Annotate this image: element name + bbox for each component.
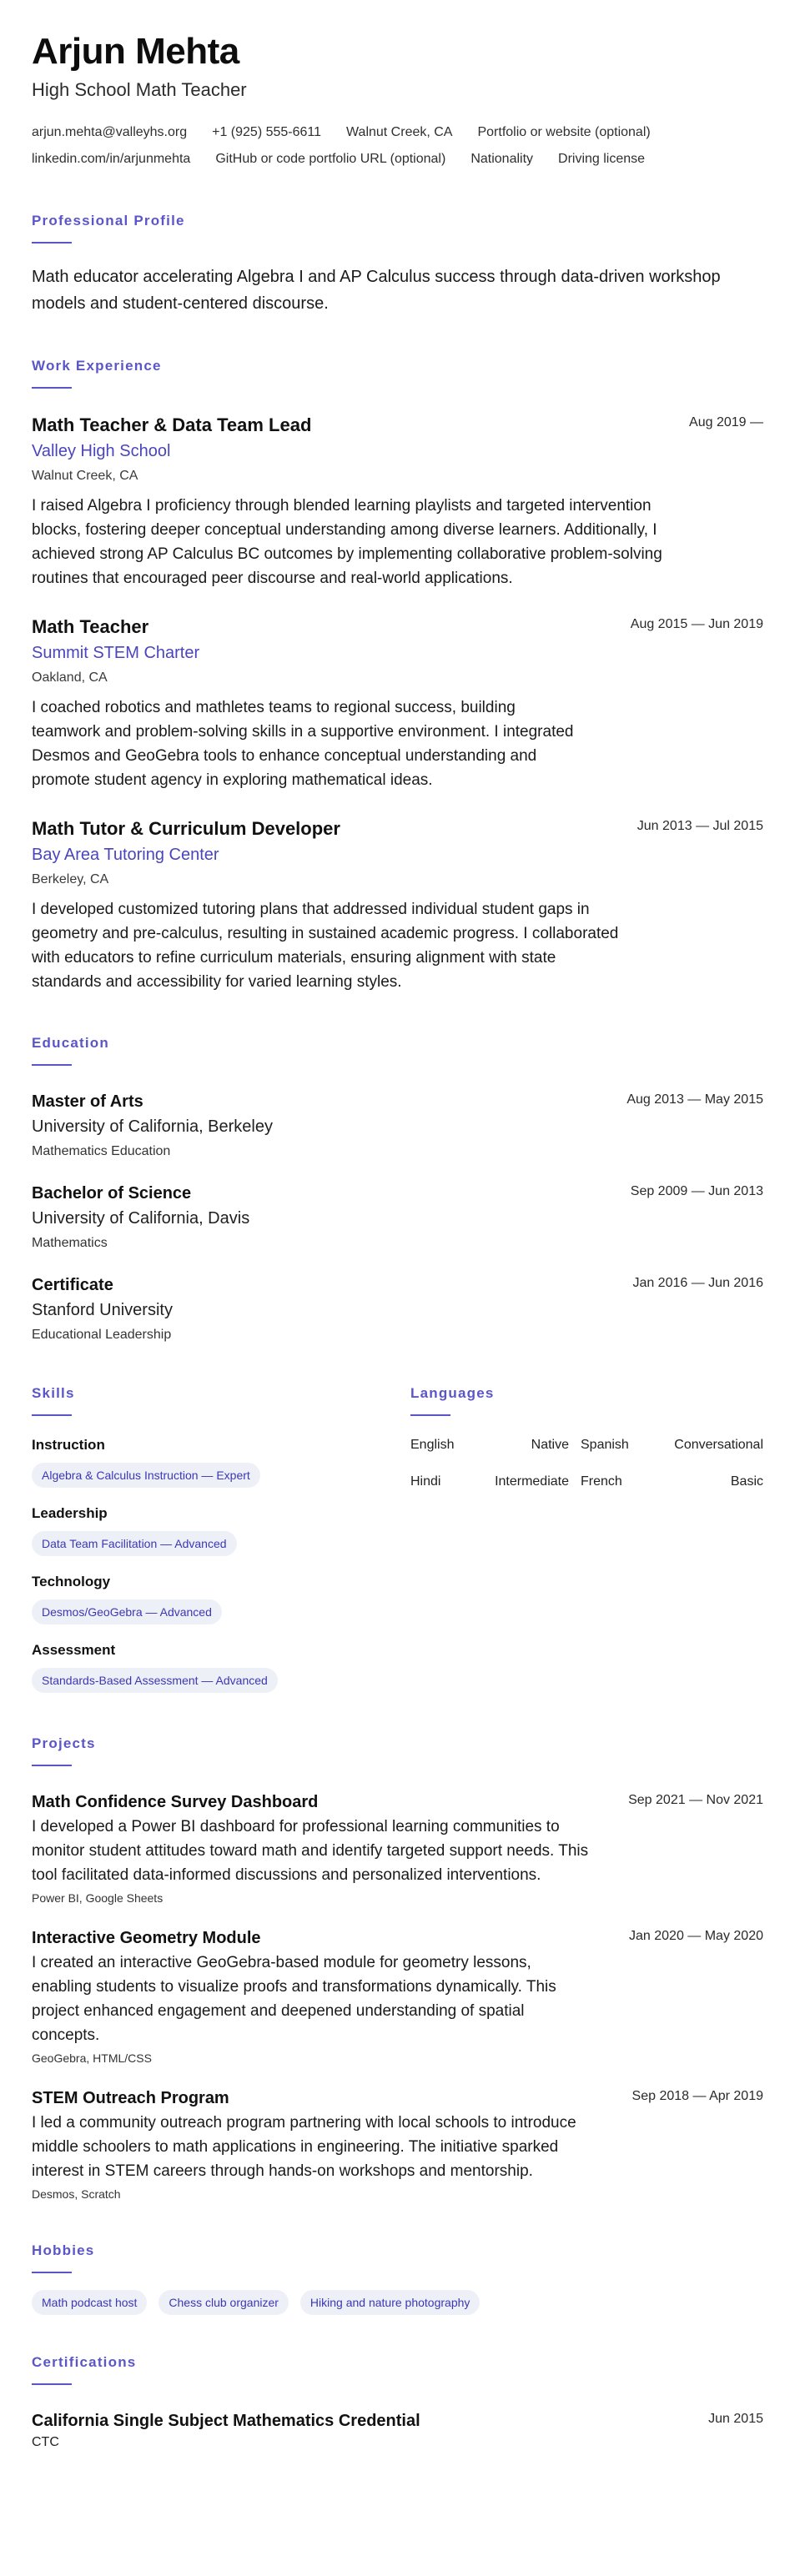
project-title: Interactive Geometry Module [32, 1929, 261, 1947]
certifications-section [32, 2353, 763, 2452]
project-tech: GeoGebra, HTML/CSS [32, 2051, 152, 2065]
contact-nationality: Nationality [470, 152, 534, 166]
contact-github[interactable]: GitHub or code portfolio URL (optional) [215, 152, 446, 166]
job-dates: Jun 2013 — Jul 2015 [637, 819, 763, 833]
job-dates: Aug 2019 — [689, 415, 763, 429]
profile-section [32, 212, 763, 317]
education-school: University of California, Berkeley [32, 1117, 273, 1136]
project-entry [32, 1791, 763, 1906]
education-dates: Sep 2009 — Jun 2013 [630, 1184, 763, 1198]
project-title: Math Confidence Survey Dashboard [32, 1793, 319, 1811]
skill-pill: Standards-Based Assessment — Advanced [32, 1668, 278, 1693]
education-dates: Aug 2013 — May 2015 [626, 1092, 763, 1107]
skill-group [32, 1436, 410, 1488]
job-entry [32, 615, 763, 792]
section-divider [410, 1414, 450, 1416]
job-company: Valley High School [32, 442, 171, 460]
section-title-languages: Languages [410, 1385, 495, 1401]
skill-category: Leadership [32, 1505, 108, 1521]
job-company: Bay Area Tutoring Center [32, 846, 219, 864]
job-description: I raised Algebra I proficiency through blended learning playlists and targeted intervention blocks, fostering deeper conceptual understanding among diverse learners. Additionally, I achieved strong AP Calculus BC outcomes by implementing collaborative problem-solving routines that encouraged peer discourse and real-world applications. [32, 497, 662, 587]
contact-linkedin[interactable]: linkedin.com/in/arjunmehta [32, 152, 191, 166]
project-description: I created an interactive GeoGebra-based module for geometry lessons, enabling students to visualize proofs and transformations dynamically. This project enhanced engagement and deepened understanding of spatial concepts. [32, 1954, 556, 2044]
job-title: Math Tutor & Curriculum Developer [32, 818, 340, 839]
language-level: Conversational [674, 1438, 763, 1452]
projects-section [32, 1735, 763, 2202]
languages-section [410, 1384, 763, 1693]
job-location: Berkeley, CA [32, 872, 109, 886]
language-name: Spanish [581, 1438, 629, 1452]
education-degree: Certificate [32, 1276, 113, 1294]
hobby-pill: Chess club organizer [158, 2290, 289, 2315]
section-title-profile: Professional Profile [32, 213, 185, 228]
project-tech: Desmos, Scratch [32, 2187, 121, 2201]
skill-group [32, 1641, 410, 1693]
candidate-name: Arjun Mehta [32, 31, 239, 72]
skill-pill: Desmos/GeoGebra — Advanced [32, 1599, 222, 1624]
education-degree: Bachelor of Science [32, 1184, 192, 1203]
section-divider [32, 2383, 72, 2385]
job-title: Math Teacher & Data Team Lead [32, 414, 312, 435]
education-entry [32, 1183, 763, 1253]
job-title: Math Teacher [32, 616, 149, 637]
section-divider [32, 1765, 72, 1766]
skill-group [32, 1504, 410, 1556]
job-location: Oakland, CA [32, 670, 108, 685]
section-divider [32, 2272, 72, 2273]
job-location: Walnut Creek, CA [32, 469, 138, 483]
job-dates: Aug 2015 — Jun 2019 [630, 617, 763, 631]
contact-location: Walnut Creek, CA [346, 125, 453, 139]
skill-category: Technology [32, 1574, 111, 1589]
education-field: Mathematics Education [32, 1144, 171, 1158]
language-name: Hindi [410, 1474, 441, 1489]
certification-entry [32, 2410, 763, 2452]
education-degree: Master of Arts [32, 1092, 143, 1111]
language-level: Intermediate [495, 1474, 569, 1489]
education-field: Educational Leadership [32, 1328, 172, 1342]
section-divider [32, 387, 72, 389]
project-dates: Sep 2018 — Apr 2019 [631, 2089, 763, 2103]
contact-phone[interactable]: +1 (925) 555-6611 [212, 125, 322, 139]
skill-category: Assessment [32, 1642, 116, 1658]
candidate-role: High School Math Teacher [32, 79, 247, 100]
section-divider [32, 1064, 72, 1066]
section-title-education: Education [32, 1035, 109, 1051]
contact-info [32, 123, 749, 168]
certification-title: California Single Subject Mathematics Credential [32, 2412, 420, 2430]
language-name: English [410, 1438, 455, 1452]
project-description: I led a community outreach program partnering with local schools to introduce middle schoolers to math applications in engineering. The initiative sparked interest in STEM careers through hands-on workshops and mentorship. [32, 2114, 576, 2180]
section-title-hobbies: Hobbies [32, 2242, 95, 2258]
section-divider [32, 1414, 72, 1416]
experience-section [32, 357, 763, 994]
skills-languages-row [32, 1384, 763, 1693]
hobbies-section [32, 2242, 763, 2315]
section-title-certifications: Certifications [32, 2354, 137, 2370]
education-entry [32, 1091, 763, 1161]
skills-section [32, 1384, 410, 1693]
job-company: Summit STEM Charter [32, 644, 200, 662]
job-description: I developed customized tutoring plans that addressed individual student gaps in geometry and pre-calculus, resulting in sustained academic progress. I collaborated with educators to refine curriculum materials, ensuring alignment with state standards and accessibility for varied learning styles. [32, 901, 619, 991]
hobby-pill: Math podcast host [32, 2290, 147, 2315]
education-section [32, 1034, 763, 1344]
language-level: Basic [730, 1474, 763, 1489]
certification-date: Jun 2015 [708, 2412, 763, 2426]
profile-text: Math educator accelerating Algebra I and AP Calculus success through data-driven workshop models and student-centered discourse. [32, 268, 721, 313]
project-dates: Jan 2020 — May 2020 [629, 1929, 763, 1943]
certification-issuer: CTC [32, 2435, 59, 2449]
contact-driving-license: Driving license [558, 152, 646, 166]
language-name: French [581, 1474, 622, 1489]
section-title-experience: Work Experience [32, 358, 162, 374]
project-description: I developed a Power BI dashboard for professional learning communities to monitor student attitudes toward math and identify targeted support needs. This tool facilitated data-informed discussions and personalized interventions. [32, 1818, 589, 1884]
skill-category: Instruction [32, 1437, 105, 1453]
project-entry [32, 2087, 763, 2202]
project-tech: Power BI, Google Sheets [32, 1891, 164, 1905]
project-dates: Sep 2021 — Nov 2021 [628, 1793, 763, 1807]
hobby-pill: Hiking and nature photography [300, 2290, 480, 2315]
education-entry [32, 1274, 763, 1344]
project-title: STEM Outreach Program [32, 2089, 229, 2107]
education-field: Mathematics [32, 1236, 108, 1250]
section-title-skills: Skills [32, 1385, 75, 1401]
languages-list [410, 1436, 763, 1491]
education-school: University of California, Davis [32, 1209, 250, 1228]
job-entry [32, 414, 763, 590]
section-title-projects: Projects [32, 1735, 96, 1751]
job-entry [32, 817, 763, 994]
hobbies-list [32, 2290, 763, 2315]
language-level: Native [531, 1438, 569, 1452]
job-description: I coached robotics and mathletes teams to regional success, building teamwork and problem-solving skills in a supportive environment. I integrated Desmos and GeoGebra tools to enhance conceptual understanding and promote student agency in exploring mathematical ideas. [32, 699, 574, 789]
resume-header [32, 30, 763, 168]
education-dates: Jan 2016 — Jun 2016 [632, 1276, 763, 1290]
skill-pill: Algebra & Calculus Instruction — Expert [32, 1463, 260, 1488]
contact-email[interactable]: arjun.mehta@valleyhs.org [32, 125, 188, 139]
skill-group [32, 1573, 410, 1624]
skill-pill: Data Team Facilitation — Advanced [32, 1531, 237, 1556]
education-school: Stanford University [32, 1301, 173, 1319]
project-entry [32, 1927, 763, 2066]
contact-portfolio[interactable]: Portfolio or website (optional) [477, 125, 651, 139]
section-divider [32, 242, 72, 244]
